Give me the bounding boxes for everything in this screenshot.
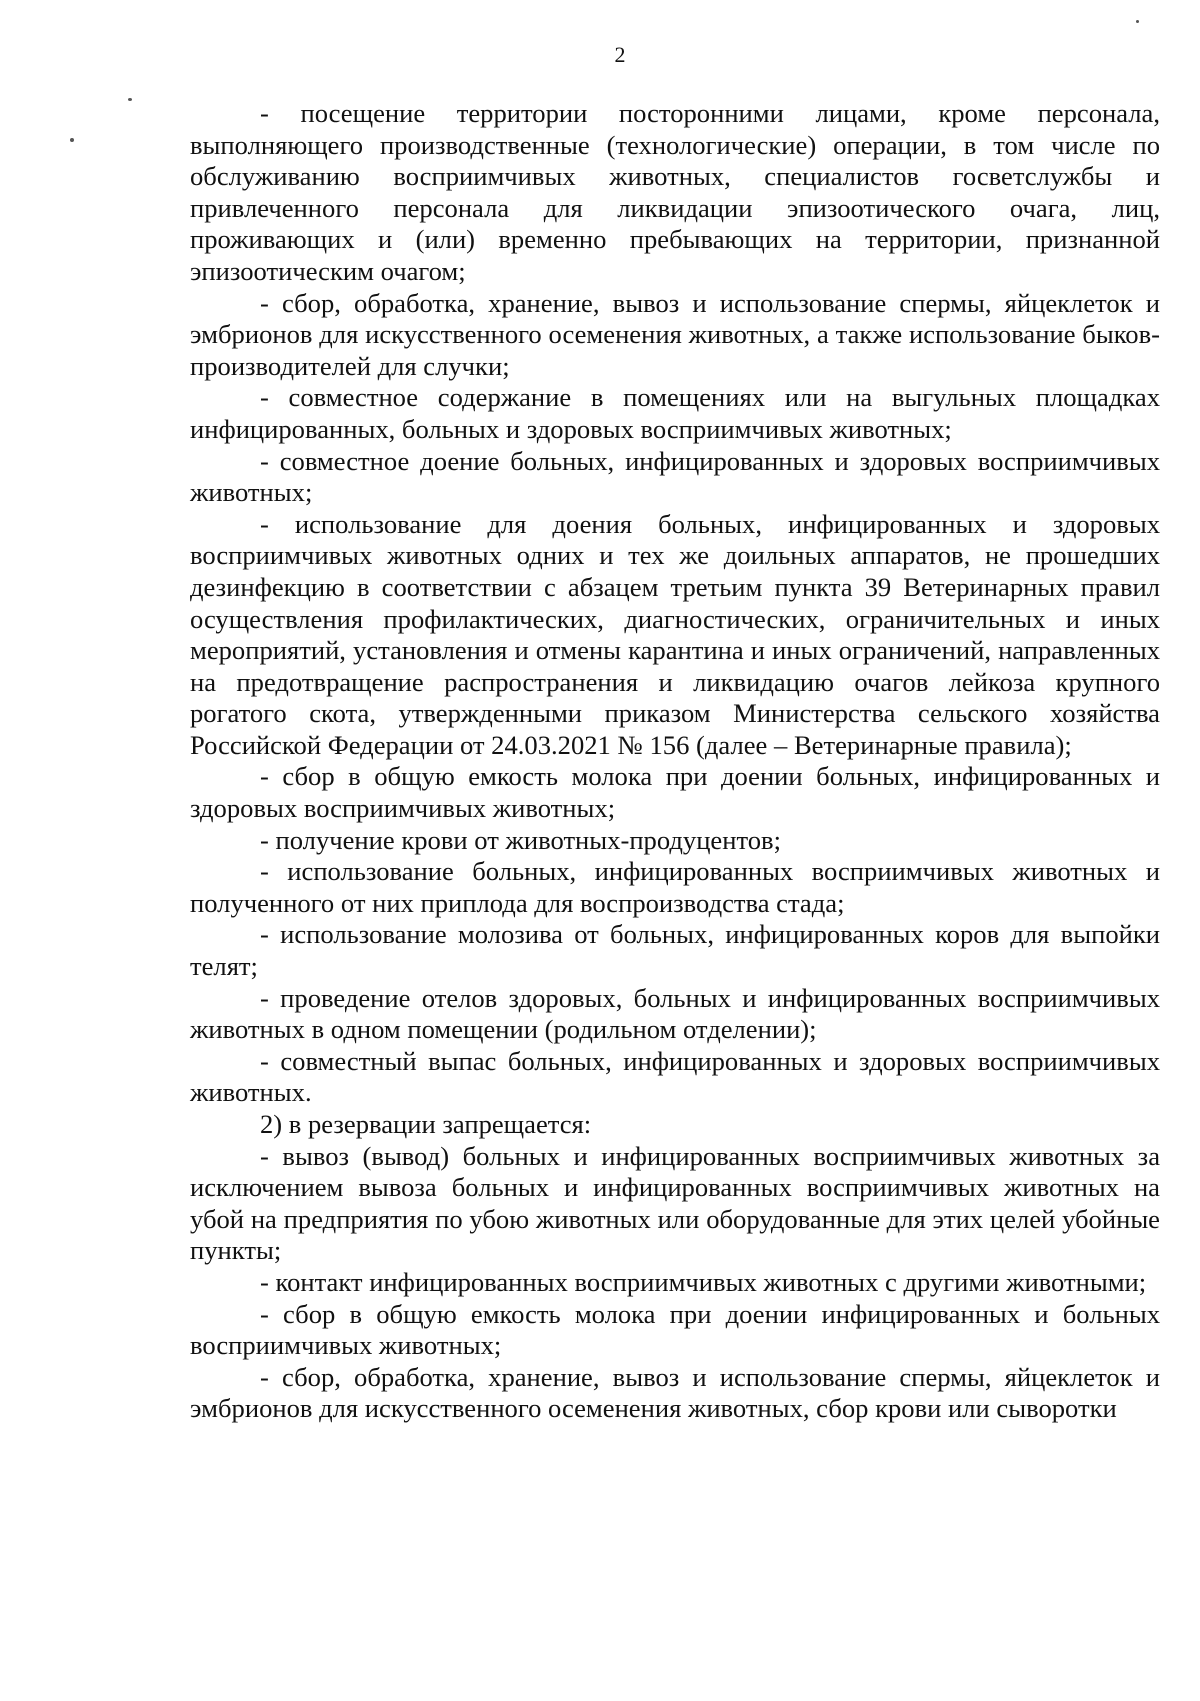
paragraph: - проведение отелов здоровых, больных и инфицированных восприимчивых животных в одном помещении (родильном отделении); xyxy=(190,982,1160,1045)
paragraph: - посещение территории посторонними лицами, кроме персонала, выполняющего производственные (технологические) операции, в том числе по обслуживанию восприимчивых животных, специалистов госветслужбы и привлеченного персонала для ликвидации эпизоотического очага, лиц, проживающих и (или) временно пребывающих на территории, признанной эпизоотическим очагом; xyxy=(190,98,1160,286)
paragraph: - сбор в общую емкость молока при доении инфицированных и больных восприимчивых животных; xyxy=(190,1298,1160,1361)
scan-speck xyxy=(128,98,132,101)
document-body xyxy=(190,98,1160,1425)
paragraph: - получение крови от животных-продуцентов; xyxy=(260,824,781,855)
paragraph: - совместное содержание в помещениях или на выгульных площадках инфицированных, больных и здоровых восприимчивых животных; xyxy=(190,382,1160,444)
paragraph: - использование для доения больных, инфицированных и здоровых восприимчивых животных одних и тех же доильных аппаратов, не прошедших дезинфекцию в соответствии с абзацем третьим пункта 39 Ветеринарных правил осуществления профилактических, диагностических, ограничительных и иных мероприятий, установления и отмены карантина и иных ограничений, направленных на предотвращение распространения и ликвидацию очагов лейкоза крупного рогатого скота, утвержденными приказом Министерства сельского хозяйства Российской Федерации от 24.03.2021 № 156 (далее – Ветеринарные правила); xyxy=(190,508,1160,760)
scan-speck xyxy=(1136,20,1139,23)
page-number: 2 xyxy=(614,42,626,67)
paragraph: - сбор, обработка, хранение, вывоз и использование спермы, яйцеклеток и эмбрионов для искусственного осеменения животных, сбор крови или сыворотки xyxy=(190,1361,1160,1424)
paragraph: - сбор, обработка, хранение, вывоз и использование спермы, яйцеклеток и эмбрионов для искусственного осеменения животных, а также использование быков-производителей для случки; xyxy=(190,287,1160,381)
paragraph: - совместный выпас больных, инфицированных и здоровых восприимчивых животных. xyxy=(190,1045,1160,1108)
paragraph: - использование молозива от больных, инфицированных коров для выпойки телят; xyxy=(190,919,1160,982)
paragraph: 2) в резервации запрещается: xyxy=(260,1109,592,1139)
scan-speck xyxy=(70,138,74,142)
paragraph: - контакт инфицированных восприимчивых животных с другими животными; xyxy=(260,1266,1147,1297)
paragraph: - использование больных, инфицированных восприимчивых животных и полученного от них приплода для воспроизводства стада; xyxy=(190,856,1160,918)
paragraph: - совместное доение больных, инфицированных и здоровых восприимчивых животных; xyxy=(190,445,1160,508)
paragraph: - сбор в общую емкость молока при доении больных, инфицированных и здоровых восприимчивых животных; xyxy=(190,761,1160,824)
paragraph: - вывоз (вывод) больных и инфицированных восприимчивых животных за исключением вывоза больных и инфицированных восприимчивых животных на убой на предприятия по убою животных или оборудованные для этих целей убойные пункты; xyxy=(190,1140,1160,1266)
